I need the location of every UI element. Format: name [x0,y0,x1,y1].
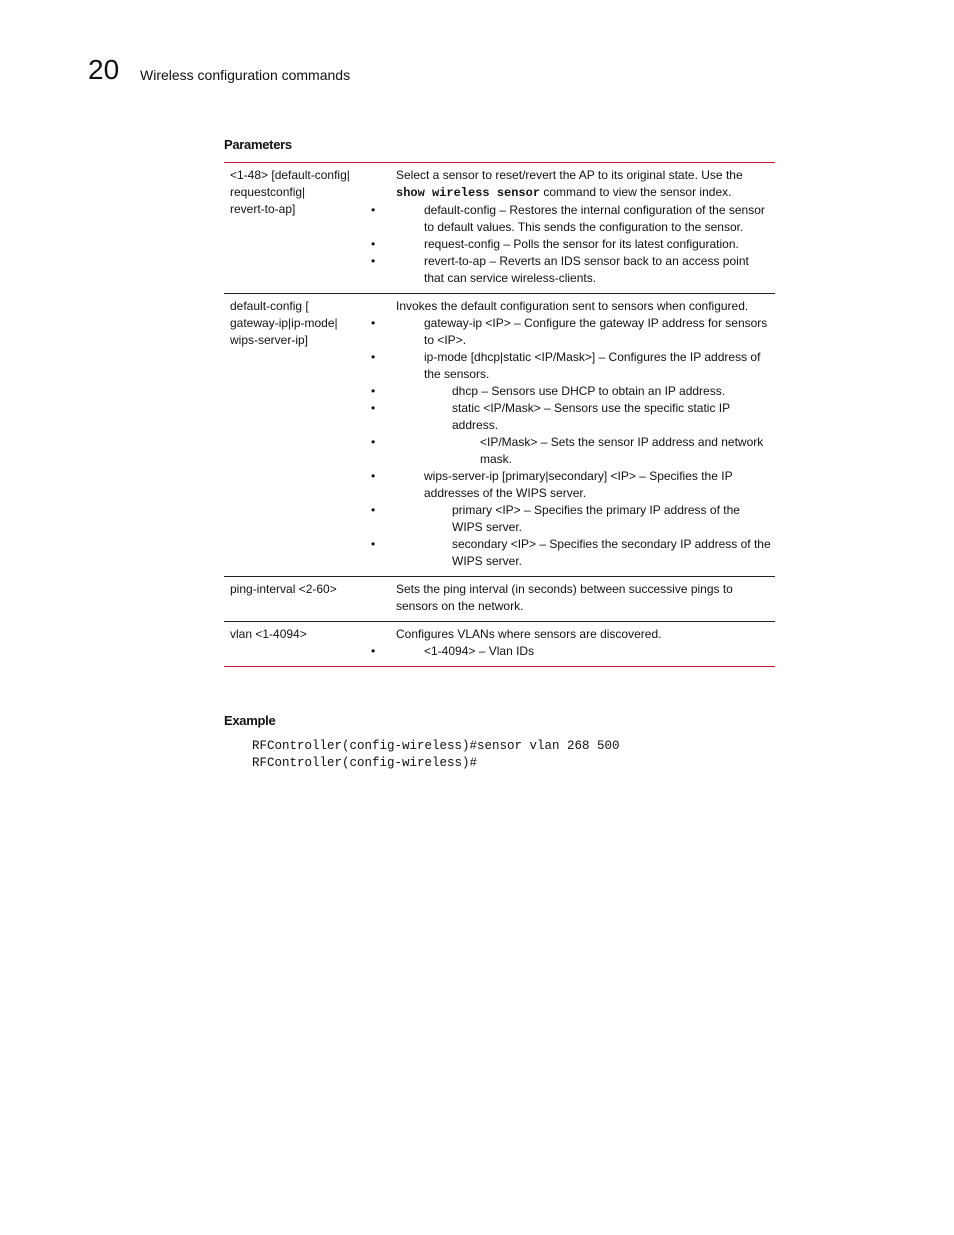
parameter-name [224,581,396,615]
code-line: RFController(config-wireless)# [252,756,478,770]
parameters-heading: Parameters [224,137,292,152]
description-intro [396,167,771,202]
intro-text-after: command to view the sensor index. [540,185,732,199]
parameter-name-line: gateway-ip|ip-mode| [230,316,338,330]
bullet-item: • <IP/Mask> – Sets the sensor IP address and network mask. [396,434,771,468]
bullet-item: • request-config – Polls the sensor for its latest configuration. [396,236,771,253]
command-name: show wireless sensor [396,186,541,200]
bullet-item: • wips-server-ip [primary|secondary] <IP> – Specifies the IP addresses of the WIPS server. [396,468,771,502]
parameters-table [224,162,775,667]
parameter-description [396,581,775,615]
chapter-number: 20 [88,54,120,85]
description-intro [396,626,771,643]
intro-text: Select a sensor to reset/revert the AP to its original state. Use the [396,168,743,182]
description-intro [396,581,771,615]
example-code-block [252,738,620,772]
bullet-item: • secondary <IP> – Specifies the secondary IP address of the WIPS server. [396,536,771,570]
parameter-row [224,621,775,667]
bullet-item: • default-config – Restores the internal configuration of the sensor to default values. This sends the configuration to the sensor. [396,202,771,236]
bullet-item: • <1-4094> – Vlan IDs [396,643,771,660]
example-heading: Example [224,713,276,728]
parameter-description [396,167,775,287]
parameter-name-line: default-config [ [230,299,309,313]
bullet-item: • static <IP/Mask> – Sensors use the specific static IP address. [396,400,771,434]
parameter-row [224,162,775,293]
parameter-name-line: <1-48> [default-config| [230,168,350,182]
bullet-item: • primary <IP> – Specifies the primary IP address of the WIPS server. [396,502,771,536]
bullet-item: • gateway-ip <IP> – Configure the gateway IP address for sensors to <IP>. [396,315,771,349]
parameter-name-line: ping-interval <2-60> [230,582,337,596]
intro-text: Invokes the default configuration sent to sensors when configured. [396,299,749,313]
parameter-description [396,298,775,570]
parameter-row [224,293,775,576]
description-intro [396,298,771,315]
bullet-item: • ip-mode [dhcp|static <IP/Mask>] – Configures the IP address of the sensors. [396,349,771,383]
intro-text: Sets the ping interval (in seconds) between successive pings to sensors on the network. [396,582,733,613]
bullet-item: • dhcp – Sensors use DHCP to obtain an IP address. [396,383,771,400]
parameter-description [396,626,775,660]
chapter-title: Wireless configuration commands [140,67,351,83]
parameter-name-line: wips-server-ip] [230,333,309,347]
intro-text: Configures VLANs where sensors are discovered. [396,627,662,641]
parameter-row [224,576,775,621]
bullet-item: • revert-to-ap – Reverts an IDS sensor back to an access point that can service wireless-clients. [396,253,771,287]
code-line: RFController(config-wireless)#sensor vlan 268 500 [252,739,620,753]
parameter-name-line: revert-to-ap] [230,202,296,216]
parameter-name-line: vlan <1-4094> [230,627,307,641]
parameter-name-line: requestconfig| [230,185,306,199]
